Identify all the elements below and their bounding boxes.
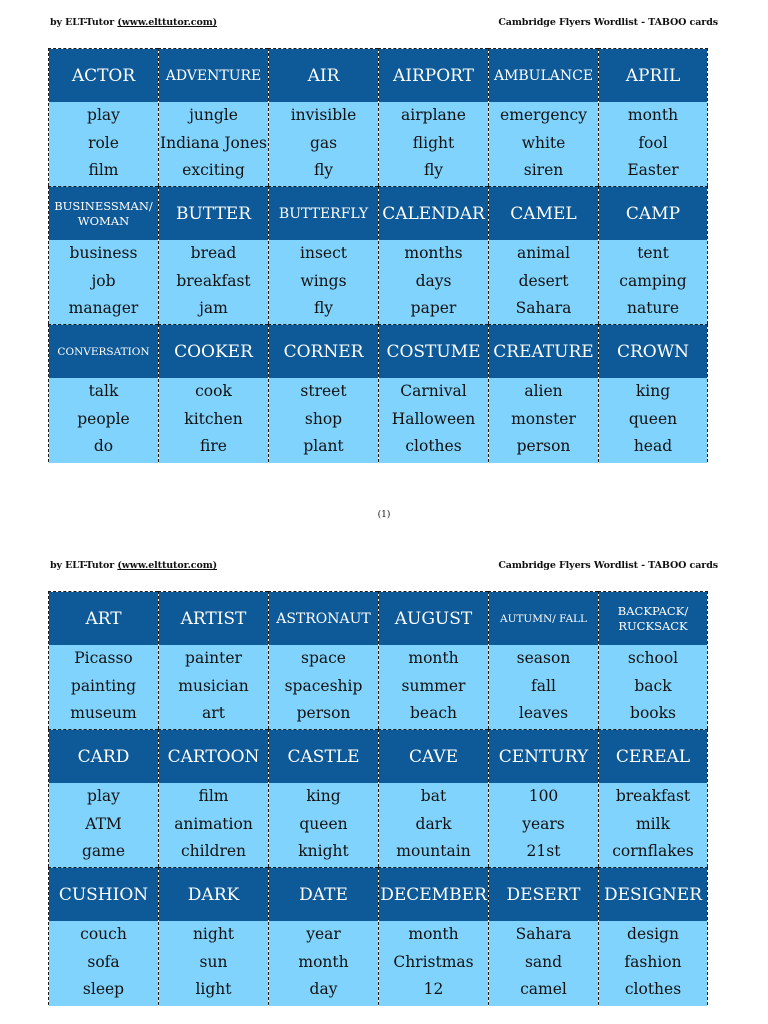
taboo-card [48,186,158,324]
taboo-word: sand [524,952,563,971]
card-title: CORNER [269,325,378,378]
taboo-word-list [599,378,707,463]
taboo-word-list [489,921,598,1006]
taboo-card [48,324,158,462]
card-title: ADVENTURE [159,49,268,102]
taboo-word: beach [410,704,457,723]
taboo-word: knight [298,842,349,861]
taboo-card [158,324,268,462]
taboo-word-list [269,645,378,730]
card-title: CUSHION [49,868,158,921]
taboo-card [378,591,488,729]
taboo-card [488,729,598,867]
taboo-word-list [159,240,268,325]
card-title: ARTIST [159,592,268,645]
taboo-word: animal [516,244,571,263]
card-title: DECEMBER [379,868,488,921]
taboo-word: musician [178,676,249,695]
taboo-word: Sahara [515,925,572,944]
taboo-word: fly [423,161,444,180]
taboo-card [158,867,268,1005]
taboo-word: camel [520,980,567,999]
taboo-card [48,729,158,867]
taboo-word: siren [523,161,564,180]
taboo-word: person [296,704,351,723]
taboo-word: white [521,133,566,152]
taboo-word-list [49,102,158,187]
taboo-word-list [489,645,598,730]
card-title: BUTTERFLY [269,187,378,240]
taboo-word: king [306,787,341,806]
taboo-word: jam [199,299,228,318]
taboo-word: flight [412,133,455,152]
card-title: CAMEL [489,187,598,240]
card-title: ACTOR [49,49,158,102]
taboo-word: years [522,814,565,833]
card-title: AUGUST [379,592,488,645]
taboo-card [378,48,488,186]
taboo-word: fall [531,676,556,695]
taboo-word-list [599,102,707,187]
taboo-word: tent [637,244,669,263]
taboo-word: 12 [423,980,444,999]
taboo-word-list [379,102,488,187]
taboo-word: wings [300,271,347,290]
taboo-word: books [630,704,676,723]
taboo-card [48,867,158,1005]
taboo-word-list [269,240,378,325]
taboo-word-list [599,240,707,325]
taboo-word: nature [626,299,680,318]
taboo-word: fire [200,437,227,456]
taboo-word: jungle [189,106,238,125]
taboo-card [268,729,378,867]
card-title: DARK [159,868,268,921]
taboo-word: ATM [85,814,122,833]
taboo-word: gas [309,133,338,152]
taboo-word: fly [313,299,334,318]
taboo-word: light [195,980,232,999]
taboo-card [158,729,268,867]
card-title: CROWN [599,325,707,378]
card-title: AIR [269,49,378,102]
taboo-word: sofa [87,952,120,971]
taboo-word: emergency [500,106,587,125]
taboo-word: breakfast [176,271,251,290]
taboo-word: milk [635,814,670,833]
taboo-card-sheet [48,591,708,1005]
taboo-word: couch [80,925,127,944]
taboo-word: 21st [526,842,561,861]
taboo-card [268,324,378,462]
taboo-word: painter [185,649,242,668]
taboo-word: summer [401,676,466,695]
taboo-word-list [49,645,158,730]
taboo-word: clothes [624,980,682,999]
taboo-word: space [301,649,346,668]
taboo-word-list [269,378,378,463]
card-title: DESIGNER [599,868,707,921]
taboo-word: month [298,952,349,971]
taboo-word: head [633,437,673,456]
author-credit: by ELT-Tutor (www.elttutor.com) [50,17,218,28]
taboo-word: sleep [82,980,125,999]
taboo-card [268,186,378,324]
taboo-word-list [49,378,158,463]
card-title: CALENDAR [379,187,488,240]
taboo-word: spaceship [284,676,363,695]
taboo-word: Easter [627,161,679,180]
taboo-word: role [88,133,119,152]
taboo-card [378,729,488,867]
taboo-word: night [192,925,235,944]
taboo-word: 100 [528,787,559,806]
taboo-card [268,48,378,186]
taboo-word-list [379,378,488,463]
card-title: CASTLE [269,730,378,783]
taboo-word: month [408,925,459,944]
document-title: Cambridge Flyers Wordlist - TABOO cards [498,560,718,571]
taboo-word: Halloween [391,409,476,428]
taboo-card [488,324,598,462]
taboo-word: person [516,437,571,456]
taboo-word: painting [70,676,137,695]
card-title: APRIL [599,49,707,102]
taboo-card [488,867,598,1005]
taboo-word: film [198,787,229,806]
taboo-word: Picasso [74,649,133,668]
taboo-card [378,324,488,462]
taboo-word-list [489,102,598,187]
taboo-card [48,591,158,729]
taboo-word-list [269,783,378,868]
taboo-word: Carnival [400,382,467,401]
author-link[interactable]: (www.elttutor.com) [117,560,218,571]
taboo-word-list [159,378,268,463]
taboo-card [48,48,158,186]
taboo-word: queen [628,409,678,428]
taboo-word: exciting [182,161,245,180]
taboo-word: business [69,244,138,263]
taboo-word-list [379,921,488,1006]
card-title: AUTUMN/ FALL [489,592,598,645]
taboo-word: do [93,437,114,456]
taboo-word-list [489,378,598,463]
taboo-card [598,186,708,324]
taboo-word: children [180,842,247,861]
taboo-word: bread [190,244,237,263]
taboo-word-list [159,783,268,868]
taboo-card [598,324,708,462]
card-title: CAVE [379,730,488,783]
taboo-word: manager [68,299,139,318]
taboo-word: shop [304,409,343,428]
taboo-word: monster [511,409,576,428]
taboo-word: bat [420,787,447,806]
page-header [48,17,720,33]
taboo-word: months [404,244,463,263]
card-title: ART [49,592,158,645]
taboo-word: Indiana Jones [159,133,268,152]
taboo-word: leaves [518,704,569,723]
author-link[interactable]: (www.elttutor.com) [117,17,218,28]
taboo-word: king [635,382,671,401]
taboo-word: airplane [401,106,466,125]
taboo-card-sheet [48,48,708,462]
card-title: DESERT [489,868,598,921]
card-title: AMBULANCE [489,49,598,102]
taboo-word-list [599,645,707,730]
taboo-word-list [159,102,268,187]
card-title: CEREAL [599,730,707,783]
taboo-word: sun [199,952,228,971]
card-title: DATE [269,868,378,921]
taboo-word: fashion [624,952,682,971]
page-number: (1) [377,510,391,520]
taboo-word: film [88,161,119,180]
card-title: CONVERSATION [49,325,158,378]
taboo-word: queen [299,814,348,833]
taboo-word-list [159,921,268,1006]
taboo-word: design [627,925,679,944]
taboo-word: insect [300,244,347,263]
taboo-word: school [627,649,679,668]
taboo-word: play [87,106,120,125]
taboo-word: people [77,409,130,428]
taboo-word: year [306,925,341,944]
taboo-word: clothes [405,437,462,456]
taboo-word: breakfast [615,787,691,806]
taboo-word: cook [195,382,232,401]
taboo-word: camping [619,271,687,290]
card-title: BUSINESSMAN/ WOMAN [49,187,158,240]
taboo-word: days [415,271,452,290]
taboo-word: talk [88,382,119,401]
card-title: COOKER [159,325,268,378]
taboo-word: season [516,649,571,668]
taboo-card [158,186,268,324]
taboo-word: back [634,676,672,695]
card-title: BUTTER [159,187,268,240]
taboo-word-list [159,645,268,730]
taboo-card [598,867,708,1005]
taboo-word: Sahara [515,299,572,318]
taboo-word: animation [174,814,253,833]
taboo-word-list [379,645,488,730]
card-title: CARTOON [159,730,268,783]
taboo-word-list [489,783,598,868]
taboo-word: paper [410,299,457,318]
taboo-card [488,186,598,324]
taboo-word: plant [303,437,344,456]
taboo-word-list [49,921,158,1006]
card-title: CAMP [599,187,707,240]
taboo-word: art [202,704,225,723]
card-title: COSTUME [379,325,488,378]
taboo-word: Christmas [393,952,474,971]
taboo-word: job [91,271,116,290]
taboo-card [598,48,708,186]
taboo-word: fly [313,161,334,180]
document-title: Cambridge Flyers Wordlist - TABOO cards [498,17,718,28]
taboo-word: cornflakes [612,842,694,861]
card-title: CREATURE [489,325,598,378]
taboo-word-list [379,240,488,325]
taboo-word: museum [70,704,137,723]
taboo-word: month [627,106,679,125]
taboo-card [268,867,378,1005]
taboo-word: day [309,980,338,999]
taboo-word-list [49,240,158,325]
taboo-word-list [269,921,378,1006]
taboo-word-list [379,783,488,868]
taboo-word: kitchen [184,409,243,428]
taboo-word-list [489,240,598,325]
taboo-card [598,591,708,729]
taboo-word: month [408,649,459,668]
taboo-word: alien [524,382,563,401]
taboo-word-list [269,102,378,187]
taboo-card [488,591,598,729]
taboo-word: invisible [290,106,357,125]
taboo-card [158,48,268,186]
card-title: ASTRONAUT [269,592,378,645]
taboo-card [378,186,488,324]
taboo-word: game [81,842,126,861]
author-credit: by ELT-Tutor (www.elttutor.com) [50,560,218,571]
card-title: CENTURY [489,730,598,783]
card-title: BACKPACK/ RUCKSACK [599,592,707,645]
taboo-word-list [49,783,158,868]
taboo-card [378,867,488,1005]
taboo-card [488,48,598,186]
card-title: CARD [49,730,158,783]
taboo-card [268,591,378,729]
taboo-word: fool [638,133,668,152]
taboo-word: street [300,382,347,401]
card-title: AIRPORT [379,49,488,102]
taboo-word: desert [518,271,569,290]
taboo-word: dark [415,814,452,833]
taboo-word: mountain [396,842,471,861]
taboo-word-list [599,783,707,868]
taboo-word-list [599,921,707,1006]
taboo-card [598,729,708,867]
page-header [48,560,720,576]
taboo-card [158,591,268,729]
taboo-word: play [87,787,120,806]
